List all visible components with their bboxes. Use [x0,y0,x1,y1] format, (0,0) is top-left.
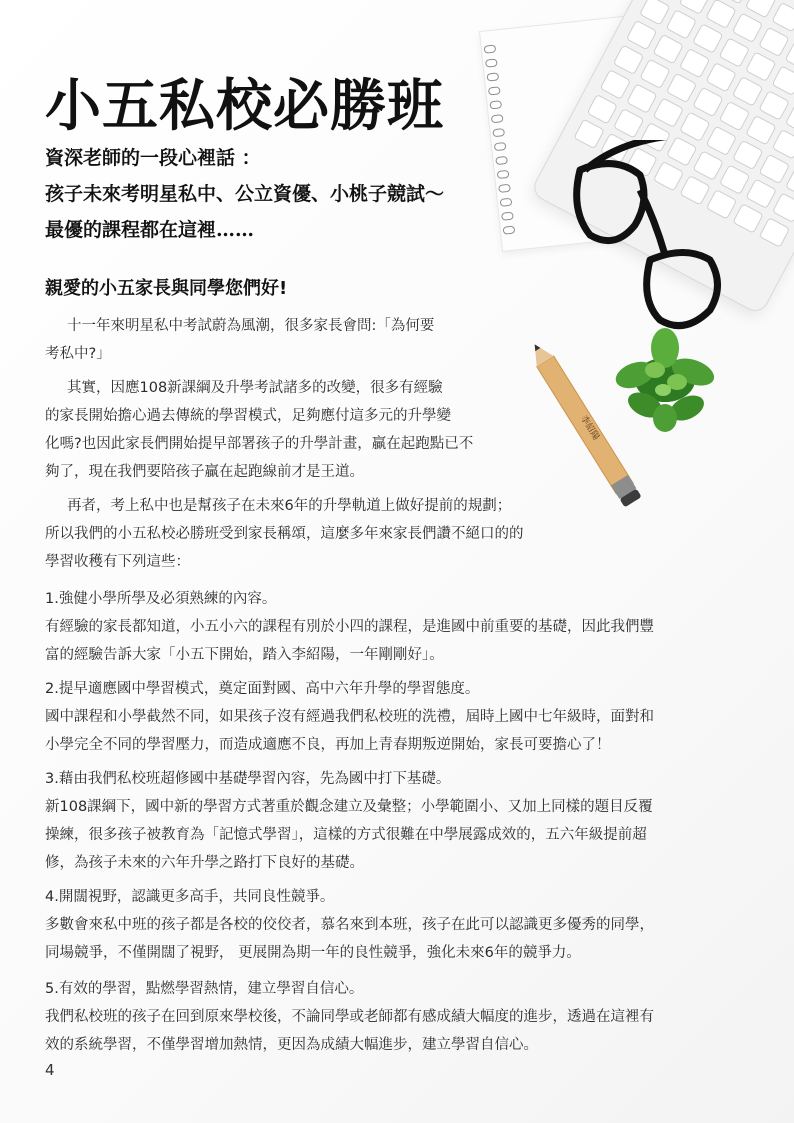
keyboard-key [745,51,777,82]
keyboard-key [692,23,724,54]
paragraph-line: 夠了，現在我們要陪孩子贏在起跑線前才是王道。 [45,464,364,480]
list-item-heading: 3.藉由我們私校班超修國中基礎學習內容，先為國中打下基礎。 [45,771,451,787]
keyboard-key [732,12,764,43]
list-item-5 [45,975,755,1059]
list-item-heading: 1.強健小學所學及必須熟練的內容。 [45,591,277,607]
keyboard-key [639,58,671,89]
keyboard-key [653,97,685,128]
keyboard-key [613,108,645,139]
notepad-ring [497,170,510,179]
eyeglasses-icon [560,140,740,340]
notepad-ring [494,142,507,151]
keyboard-key [639,0,671,26]
paragraph-line: 所以我們的小五私校必勝班受到家長稱頌，這麼多年來家長們讚不絕口的的 [45,526,524,542]
paragraph-line: 學習收穫有下列這些： [45,554,190,570]
intro-line: 最優的課程都在這裡…… [45,219,255,241]
notepad-ring [489,100,502,109]
list-item-line: 我們私校班的孩子在回到原來學校後，不論同學或老師都有感成績大幅度的進步，透過在這裡有 [45,1009,654,1025]
keyboard-key [772,129,794,160]
list-item-line: 富的經驗告訴大家「小五下開始，踏入李紹陽，一年剛剛好」。 [45,647,444,663]
intro-line: 資深老師的一段心裡話 ： [45,147,261,169]
notepad-ring [486,72,499,81]
notepad-ring [498,184,511,193]
keyboard-key [600,69,632,100]
paragraph-1 [45,312,434,368]
notepad-ring [491,114,504,123]
list-item-heading: 4.開闊視野，認識更多高手，共同良性競爭。 [45,889,335,905]
keyboard-key [732,76,764,107]
keyboard-key [705,62,737,93]
paragraph-line: 化嗎?也因此家長們開始提早部署孩子的升學計畫，贏在起跑點已不 [45,436,474,452]
paragraph-line: 再者，考上私中也是幫孩子在未來6年的升學軌道上做好提前的規劃； [67,498,512,514]
notepad-ring [495,156,508,165]
list-item-heading: 2.提早適應國中學習模式，奠定面對國、高中六年升學的學習態度。 [45,681,480,697]
keyboard-key [626,83,658,114]
list-item-1 [45,585,755,669]
paragraph-line: 的家長開始擔心過去傳統的學習模式，足夠應付這多元的升學變 [45,408,451,424]
plant-image [605,320,725,440]
list-item-line: 多數會來私中班的孩子都是各校的佼佼者，慕名來到本班，孩子在此可以認識更多優秀的同學， [45,917,654,933]
list-item-heading: 5.有效的學習，點燃學習熱情，建立學習自信心。 [45,981,364,997]
pencil-brand-text: 李紹陽 [577,414,601,443]
paragraph-line: 其實，因應108新課綱及升學考試諸多的改變，很多有經驗 [67,380,443,396]
keyboard-key [613,44,645,75]
keyboard-key [745,178,777,209]
list-item-line: 修，為孩子未來的六年升學之路打下良好的基礎。 [45,855,364,871]
keyboard-key [692,87,724,118]
notepad-ring [484,45,497,54]
notepad-ring [488,86,501,95]
keyboard-key [719,37,751,68]
keyboard-key [759,217,791,248]
list-item-3 [45,765,755,877]
paragraph-line: 考私中?」 [45,346,111,362]
intro-line: 孩子未來考明星私中、公立資優、小桃子競試～ [45,183,445,205]
notepad-ring [500,198,513,207]
keyboard-key [652,34,684,65]
keyboard-key [586,94,618,125]
notepad-ring [485,58,498,67]
paragraph-line: 十一年來明星私中考試蔚為風潮，很多家長會問:「為何要 [67,318,435,334]
notepad-ring [492,128,505,137]
list-item-line: 有經驗的家長都知道，小五小六的課程有別於小四的課程，是進國中前重要的基礎，因此我們豐 [45,619,654,635]
intro-block [45,140,444,248]
keyboard-key [758,90,790,121]
list-item-line: 操練，很多孩子被教育為「記憶式學習」，這樣的方式很難在中學展露成效的，五六年級提前超 [45,827,647,843]
keyboard-key [759,154,791,185]
list-item-line: 效的系統學習，不僅學習增加熱情，更因為成績大幅進步，建立學習自信心。 [45,1037,538,1053]
list-item-line: 小學完全不同的學習壓力，而造成適應不良，再加上青春期叛逆開始，家長可要擔心了！ [45,737,611,753]
keyboard-key [666,9,698,40]
greeting-heading: 親愛的小五家長與同學您們好! [45,278,288,299]
keyboard-key [705,0,737,29]
keyboard-key [666,73,698,104]
list-item-2 [45,675,755,759]
paragraph-2 [45,374,473,486]
keyboard-key [771,2,794,33]
notepad-ring [503,226,516,235]
list-item-line: 新108課綱下，國中新的學習方式著重於觀念建立及彙整；小學範圍小、又加上同樣的題目反覆 [45,799,653,815]
list-item-line: 國中課程和小學截然不同，如果孩子沒有經過我們私校班的洗禮，屆時上國中七年級時，面對和 [45,709,654,725]
list-item-4 [45,883,755,967]
page-title: 小五私校必勝班 [45,73,444,139]
keyboard-key [626,20,658,51]
page-number: 4 [45,1061,55,1079]
keyboard-key [771,65,794,96]
keyboard-key [772,192,794,223]
notepad-ring [501,212,514,221]
paragraph-3 [45,492,524,576]
keyboard-key [719,101,751,132]
keyboard-key [745,115,777,146]
keyboard-key [758,27,790,58]
keyboard-key [679,111,711,142]
keyboard-key [679,48,711,79]
list-item-line: 同場競爭，不僅開闊了視野， 更展開為期一年的良性競爭，強化未來6年的競爭力。 [45,945,581,961]
